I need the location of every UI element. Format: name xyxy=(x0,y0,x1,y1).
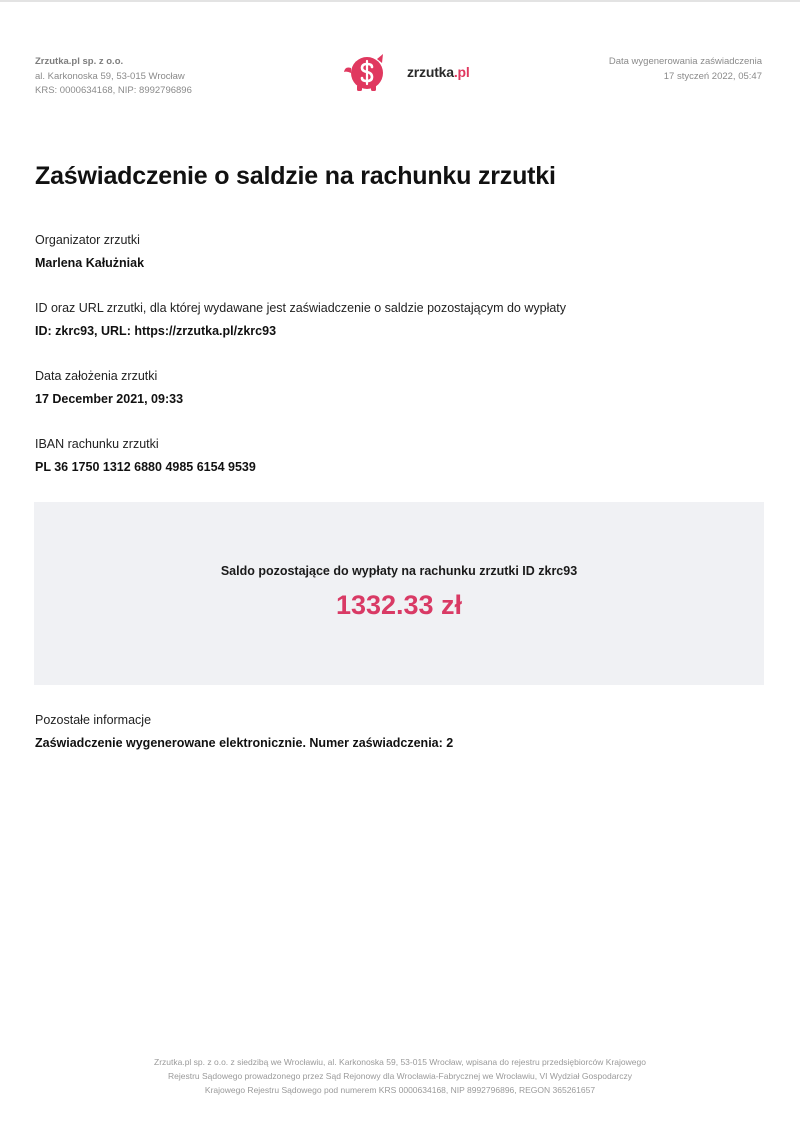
balance-box xyxy=(34,502,764,685)
field-value: PL 36 1750 1312 6880 4985 6154 9539 xyxy=(35,460,256,474)
generation-date: 17 styczeń 2022, 05:47 xyxy=(663,70,762,82)
logo-text xyxy=(407,64,470,80)
organizer-field xyxy=(35,231,144,272)
piggy-bank-dollar-icon xyxy=(341,50,401,94)
logo-name: zrzutka xyxy=(407,64,454,80)
footer-line: Zrzutka.pl sp. z o.o. z siedzibą we Wrocławiu, al. Karkonoska 59, 53-015 Wrocław, wpisana do rejestru przedsiębiorców Krajowego xyxy=(154,1057,646,1067)
footer-line: Rejestru Sądowego prowadzonego przez Sąd Rejonowy dla Wrocławia-Fabrycznej we Wrocławiu, VI Wydział Gospodarczy xyxy=(167,1071,632,1081)
company-info xyxy=(35,55,192,99)
field-label: Pozostałe informacje xyxy=(35,713,152,727)
generation-info xyxy=(609,55,762,84)
iban-field xyxy=(35,435,256,476)
footer-line: Krajowego Rejestru Sądowego pod numerem KRS 0000634168, NIP 8992796896, REGON 365261657 xyxy=(204,1085,596,1095)
top-divider xyxy=(0,0,800,2)
other-info-field xyxy=(35,711,453,752)
field-value: Zaświadczenie wygenerowane elektronicznie. Numer zaświadczenia: 2 xyxy=(35,736,454,750)
field-label: Data założenia zrzutki xyxy=(35,369,158,383)
field-label: ID oraz URL zrzutki, dla której wydawane jest zaświadczenie o saldzie pozostającym do wypłaty xyxy=(35,301,567,315)
zrzutka-logo xyxy=(341,50,470,94)
field-value: ID: zkrc93, URL: https://zrzutka.pl/zkrc93 xyxy=(35,324,277,338)
company-registry: KRS: 0000634168, NIP: 8992796896 xyxy=(35,85,192,96)
legal-footer xyxy=(60,1055,740,1097)
field-label: Organizator zrzutki xyxy=(35,233,140,247)
document-title: Zaświadczenie o saldzie na rachunku zrzutki xyxy=(35,162,556,190)
balance-label: Saldo pozostające do wypłaty na rachunku zrzutki ID zkrc93 xyxy=(220,564,578,578)
field-value: Marlena Kałużniak xyxy=(35,256,145,270)
generation-label: Data wygenerowania zaświadczenia xyxy=(608,56,762,67)
id-url-field xyxy=(35,299,566,340)
logo-tld: .pl xyxy=(453,64,470,80)
field-value: 17 December 2021, 09:33 xyxy=(35,392,184,406)
company-address: al. Karkonoska 59, 53-015 Wrocław xyxy=(35,70,185,82)
creation-date-field xyxy=(35,367,183,408)
company-name: Zrzutka.pl sp. z o.o. xyxy=(35,56,124,67)
field-label: IBAN rachunku zrzutki xyxy=(35,437,159,451)
balance-amount: 1332.33 zł xyxy=(335,590,463,620)
